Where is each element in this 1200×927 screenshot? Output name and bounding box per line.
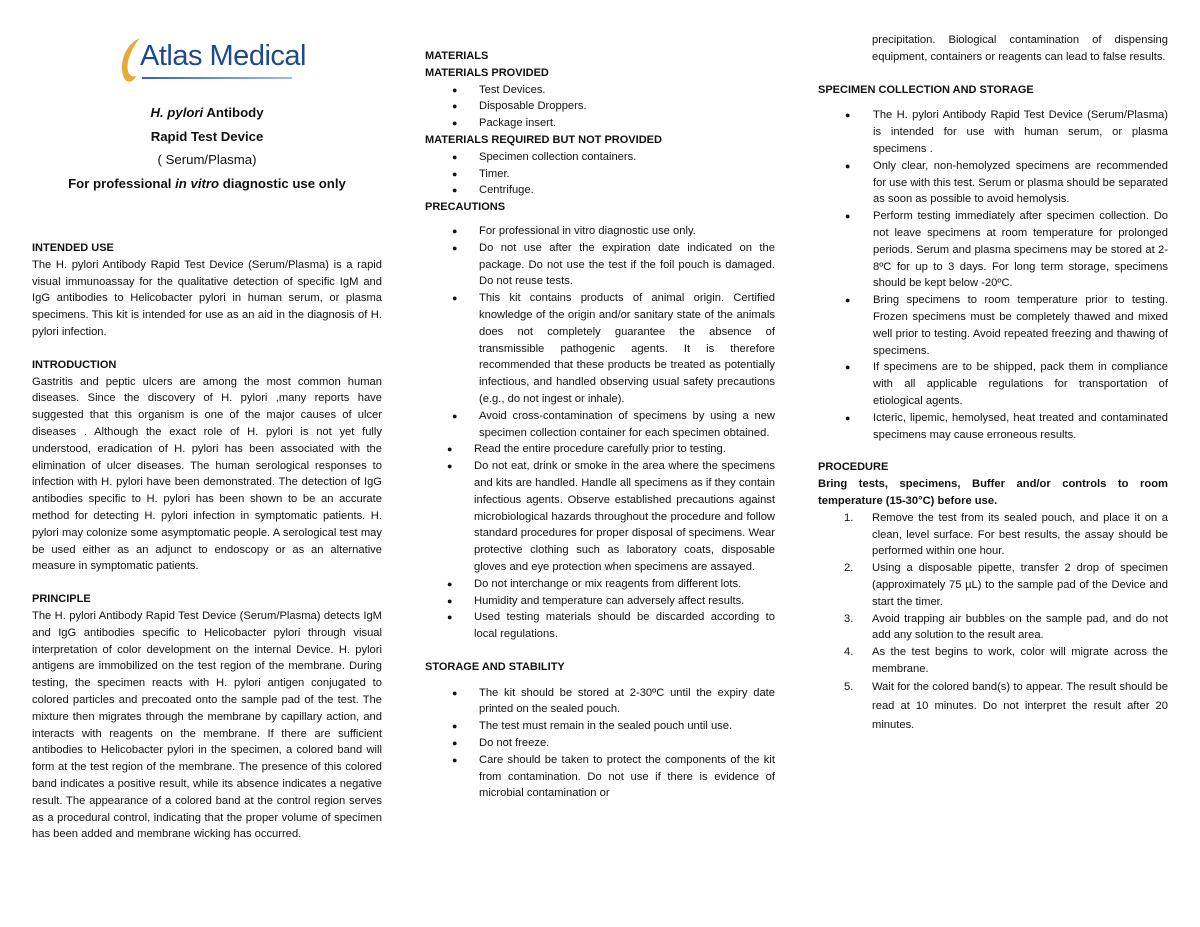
list-item: ● Disposable Droppers. — [425, 98, 775, 115]
list-item: ● Test Devices. — [425, 82, 775, 99]
list-item: ● Humidity and temperature can adversely affect results. — [425, 593, 775, 610]
materials-heading: MATERIALS — [425, 50, 489, 62]
procedure-heading: PROCEDURE — [818, 461, 889, 474]
procedure-step: 2. Using a disposable pipette, transfer 2 drop of specimen (approximately 75 µL) to the sample pad of the Device and start the timer. — [844, 562, 1168, 608]
column-middle — [425, 48, 775, 802]
intended-use-text: The H. pylori Antibody Rapid Test Device (Serum/Plasma) is a rapid visual immunoassay for the qualitative detection of specific IgM and IgG antibodies to Helicobacter pylori in human serum, or plasma specimens. This kit is intended for use as an aid in the diagnosis of H. pylori infection. — [32, 258, 382, 338]
doc-subtitle: Rapid Test Device — [150, 129, 264, 144]
list-item: ● The H. pylori Antibody Rapid Test Device (Serum/Plasma) is intended for use with human serum, or plasma specimens . — [818, 107, 1168, 157]
logo-underline — [142, 77, 292, 79]
column-left-body — [32, 240, 382, 843]
doc-title: H. pylori Antibody — [150, 105, 264, 120]
atlas-medical-logo — [118, 34, 306, 86]
list-item: ● Package insert. — [425, 115, 775, 132]
list-item: ● For professional in vitro diagnostic use only. — [425, 223, 775, 240]
procedure-step: 1. Remove the test from its sealed pouch, and place it on a clean, level surface. For best results, the assay should be performed within one hour. — [844, 511, 1168, 558]
list-item: ● Only clear, non-hemolyzed specimens are recommended for use with this test. Serum or plasma should be separated as soon as possible to avoid hemolysis. — [818, 158, 1168, 208]
list-item: ● This kit contains products of animal origin. Certified knowledge of the origin and/or sanitary state of the animals does not completely guarantee the absence of transmissible pathogenic agents. It is therefore recommended that these products be treated as potentially infectious, and handled observing usual safety precautions (e.g., do not ingest or inhale). — [425, 290, 775, 408]
introduction-heading: INTRODUCTION — [32, 358, 117, 371]
storage-continued-text: precipitation. Biological contamination of dispensing equipment, containers or reagents can lead to false results. — [872, 34, 1168, 63]
materials-provided-heading: MATERIALS PROVIDED — [425, 66, 549, 79]
list-item: ● Care should be taken to protect the components of the kit from contamination. Do not use if there is evidence of microbial contamination or — [425, 752, 775, 802]
list-item: ● Avoid cross-contamination of specimens by using a new specimen collection container for each specimen obtained. — [425, 408, 775, 442]
list-item: ● Icteric, lipemic, hemolysed, heat treated and contaminated specimens may cause erroneous results. — [818, 410, 1168, 444]
procedure-step: 4. As the test begins to work, color will migrate across the membrane. — [844, 646, 1168, 675]
doc-use-statement: For professional in vitro diagnostic use only — [68, 176, 346, 191]
list-item: ● Specimen collection containers. — [425, 149, 775, 166]
logo-text: Atlas Medical — [140, 40, 306, 72]
intended-use-heading: INTENDED USE — [32, 242, 114, 254]
specimen-heading: SPECIMEN COLLECTION AND STORAGE — [818, 83, 1034, 96]
principle-heading: PRINCIPLE — [32, 593, 91, 606]
list-item: ● Read the entire procedure carefully prior to testing. — [425, 441, 775, 458]
list-item: ● Do not freeze. — [425, 735, 775, 752]
procedure-intro: Bring tests, specimens, Buffer and/or controls to room temperature (15-30°C) before use. — [818, 478, 1168, 507]
precautions-list-a — [425, 223, 775, 441]
introduction-text: Gastritis and peptic ulcers are among the most common human diseases. Since the discovery of H. pylori ,many reports have suggested that this organism is one of the major causes of ulcer diseases . Although the exact role of H. pylori is not yet fully understood, eradication of H. pylori has been associated with the elimination of ulcer diseases. The human serological responses to infection with H. pylori have been demonstrated. The detection of IgG antibodies specific to H. pylori has been shown to be an accurate method for detecting H. pylori infection in symptomatic patients. H. pylori may colonize some asymptomatic people. A serological test may be used either as an adjunct to endoscopy or as an alternative measure in symptomatic patients. — [32, 375, 382, 573]
procedure-step: 3. Avoid trapping air bubbles on the sample pad, and do not add any solution to the result area. — [844, 612, 1168, 642]
list-item: ● Centrifuge. — [425, 182, 775, 199]
list-item: ● Do not use after the expiration date indicated on the package. Do not use the test if the foil pouch is damaged. Do not reuse tests. — [425, 240, 775, 290]
materials-required-heading: MATERIALS REQUIRED BUT NOT PROVIDED — [425, 133, 662, 146]
list-item: ● Do not interchange or mix reagents from different lots. — [425, 576, 775, 593]
storage-heading: STORAGE AND STABILITY — [425, 660, 565, 673]
storage-list — [425, 685, 775, 803]
list-item: ● The test must remain in the sealed pouch until use. — [425, 718, 775, 735]
list-item: ● Bring specimens to room temperature prior to testing. Frozen specimens must be completely thawed and mixed well prior to testing. Avoid repeated freezing and thawing of specimens. — [818, 292, 1168, 359]
doc-specimen-type: ( Serum/Plasma) — [157, 152, 257, 167]
list-item: ● Do not eat, drink or smoke in the area where the specimens and kits are handled. Handle all specimens as if they contain infectious agents. Observe established precautions against microbiological hazards throughout the procedure and follow standard procedures for proper disposal of specimens. Wear protective clothing such as laboratory coats, disposable gloves and eye protection when specimens are assayed. — [425, 458, 775, 576]
column-right — [818, 32, 1168, 735]
principle-text: The H. pylori Antibody Rapid Test Device (Serum/Plasma) detects IgM and IgG antibodies specific to Helicobacter pylori through visual interpretation of color development on the internal Device. H. pylori antigens are immobilized on the test region of the membrane. During testing, the specimen reacts with H. pylori antigen conjugated to colored particles and precoated onto the sample pad of the test. The mixture then migrates through the membrane by capillary action, and interacts with reagents on the membrane. If there are sufficient antibodies to Helicobacter pylori in the specimen, a colored band will form at the test region of the membrane. The presence of this colored band indicates a positive result, while its absence indicates a negative result. The appearance of a colored band at the control region serves as a procedural control, indicating that the proper volume of specimen has been added and membrane wicking has occurred. — [32, 609, 382, 841]
procedure-steps — [818, 510, 1168, 735]
materials-provided-list — [425, 82, 775, 132]
precautions-list-b — [425, 441, 775, 643]
list-item: ● The kit should be stored at 2-30ºC until the expiry date printed on the sealed pouch. — [425, 685, 775, 719]
list-item: ● Timer. — [425, 166, 775, 183]
list-item: ● If specimens are to be shipped, pack them in compliance with all applicable regulations for transportation of etiological agents. — [818, 359, 1168, 409]
list-item: ● Used testing materials should be discarded according to local regulations. — [425, 609, 775, 643]
materials-required-list — [425, 149, 775, 199]
precautions-heading: PRECAUTIONS — [425, 201, 506, 214]
list-item: ● Perform testing immediately after specimen collection. Do not leave specimens at room temperature for prolonged periods. Serum and plasma specimens may be stored at 2-8ºC for up to 3 days. For long term storage, specimens should be kept below -20ºC. — [818, 208, 1168, 292]
specimen-list — [818, 107, 1168, 443]
procedure-step: 5. Wait for the colored band(s) to appear. The result should be read at 10 minutes. Do not interpret the result after 20 minutes. — [844, 680, 1168, 731]
